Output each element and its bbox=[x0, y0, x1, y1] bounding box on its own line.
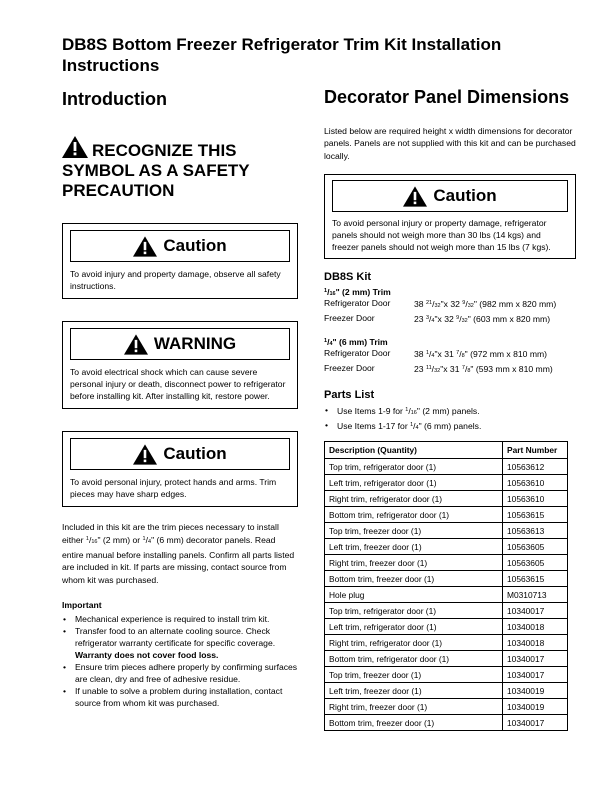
caution-box-weight bbox=[324, 174, 576, 259]
list-item: • Use Items 1-17 for $^1$/4" (6 mm) panels. bbox=[333, 419, 576, 434]
part-number: 10340017 bbox=[503, 715, 568, 731]
list-item bbox=[71, 625, 298, 661]
part-description: Right trim, freezer door (1) bbox=[325, 555, 503, 571]
part-description: Top trim, refrigerator door (1) bbox=[325, 459, 503, 475]
caution-text: To avoid personal injury, protect hands and arms. Trim pieces may have sharp edges. bbox=[70, 477, 277, 499]
fraction-numerator: 1 bbox=[324, 338, 328, 345]
list-item: • Use Items 1-9 for $^1$/16" (2 mm) panels. bbox=[333, 404, 576, 419]
part-description: Left trim, freezer door (1) bbox=[325, 539, 503, 555]
fraction-numerator: 1 bbox=[324, 288, 328, 295]
para-text: " (6 mm) decorator panels. Read entire manual before installing panels. Confirm all parts listed are included in kit. If parts are missing, contact source from whom kit was purchased. bbox=[62, 535, 295, 585]
part-description: Top trim, freezer door (1) bbox=[325, 667, 503, 683]
table-row bbox=[325, 651, 568, 667]
caution-header bbox=[70, 230, 290, 262]
fraction-denominator: 4 bbox=[148, 539, 152, 546]
part-number: 10563610 bbox=[503, 475, 568, 491]
table-row bbox=[325, 667, 568, 683]
door-label: Refrigerator Door bbox=[324, 348, 391, 359]
caution-header bbox=[70, 438, 290, 470]
fraction-denominator: 16 bbox=[329, 291, 336, 298]
trim-6mm-heading: $^1$/4" (6 mm) Trim bbox=[324, 337, 388, 348]
door-label: Freezer Door bbox=[324, 312, 375, 323]
part-description: Bottom trim, freezer door (1) bbox=[325, 571, 503, 587]
table-row bbox=[325, 459, 568, 475]
kit-description-paragraph: Included in this kit are the trim pieces necessary to install either $^1$/16" (2 mm) or $^1$/4" (6 mm) decorator panels. Read entire manual before installing panels. Confirm all parts listed are included in kit. If parts are missing, contact source from whom kit was purchased. bbox=[62, 522, 295, 585]
trim-label: " (6 mm) Trim bbox=[332, 337, 388, 348]
left-column bbox=[62, 88, 298, 709]
right-column bbox=[324, 86, 576, 731]
part-number: M0310713 bbox=[503, 587, 568, 603]
warning-triangle-icon bbox=[133, 236, 157, 257]
caution-box-sharp-edges bbox=[62, 431, 298, 507]
part-number: 10563612 bbox=[503, 459, 568, 475]
part-number: 10563613 bbox=[503, 523, 568, 539]
table-row bbox=[325, 475, 568, 491]
dimension-row bbox=[324, 348, 576, 363]
dimension-value: 38 $^{21}$/32"x 32 $^9$/32" (982 mm x 820 mm) bbox=[414, 299, 557, 310]
table-row bbox=[325, 539, 568, 555]
dimension-value: 23 $^{11}$/32"x 31 $^7$/8" (593 mm x 810 mm) bbox=[414, 363, 553, 374]
table-header-row bbox=[325, 442, 568, 459]
trim-label: " (2 mm) Trim bbox=[335, 287, 391, 298]
warning-triangle-icon bbox=[62, 136, 88, 158]
list-item: • Mechanical experience is required to install trim kit. bbox=[71, 613, 298, 625]
important-list bbox=[62, 613, 298, 709]
part-number: 10563605 bbox=[503, 555, 568, 571]
part-number: 10340017 bbox=[503, 603, 568, 619]
document-title: DB8S Bottom Freezer Refrigerator Trim Kit Installation Instructions bbox=[62, 35, 502, 75]
panel-dimensions-heading: Decorator Panel Dimensions bbox=[324, 87, 570, 107]
table-row bbox=[325, 571, 568, 587]
table-row bbox=[325, 523, 568, 539]
part-number: 10340018 bbox=[503, 619, 568, 635]
column-header-description: Description (Quantity) bbox=[325, 442, 503, 459]
part-number: 10340019 bbox=[503, 699, 568, 715]
warning-label: WARNING bbox=[153, 334, 237, 353]
part-number: 10340019 bbox=[503, 683, 568, 699]
list-item-bold-text: Warranty does not cover food loss. bbox=[75, 650, 219, 661]
table-row bbox=[325, 635, 568, 651]
part-description: Left trim, refrigerator door (1) bbox=[325, 475, 503, 491]
part-number: 10563610 bbox=[503, 491, 568, 507]
para-text: Included in this kit are the trim pieces necessary to install either bbox=[62, 522, 279, 546]
dimension-row bbox=[324, 298, 576, 313]
part-description: Bottom trim, freezer door (1) bbox=[325, 715, 503, 731]
caution-box-injury bbox=[62, 223, 298, 299]
door-label: Freezer Door bbox=[324, 362, 375, 373]
warning-triangle-icon bbox=[403, 186, 427, 207]
table-row bbox=[325, 587, 568, 603]
fraction-denominator: 16 bbox=[91, 539, 98, 546]
part-description: Bottom trim, refrigerator door (1) bbox=[325, 651, 503, 667]
part-description: Left trim, refrigerator door (1) bbox=[325, 619, 503, 635]
caution-header bbox=[332, 180, 568, 212]
part-description: Top trim, freezer door (1) bbox=[325, 523, 503, 539]
part-number: 10563615 bbox=[503, 507, 568, 523]
caution-text: To avoid personal injury or property damage, refrigerator panels should not weigh more than 30 lbs (14 kgs) and freezer panels should not weigh more than 15 lbs (7 kgs). bbox=[332, 218, 551, 253]
important-heading: Important bbox=[62, 600, 102, 611]
parts-list-heading: Parts List bbox=[324, 389, 375, 402]
panel-dimensions-intro: Listed below are required height x width dimensions for decorator panels. Panels are not supplied with this kit and can be purchased locally. bbox=[324, 126, 576, 161]
warning-text: To avoid electrical shock which can cause severe personal injury or death, disconnect power to refrigerator before installing kit. After installing kit, restore power. bbox=[70, 367, 286, 401]
para-text: " (2 mm) or bbox=[97, 535, 143, 546]
dimension-value: 23 $^3$/4"x 32 $^9$/32" (603 mm x 820 mm) bbox=[414, 313, 551, 324]
parts-table bbox=[324, 441, 568, 731]
table-row bbox=[325, 555, 568, 571]
warning-triangle-icon bbox=[133, 444, 157, 465]
table-row bbox=[325, 683, 568, 699]
list-item-text: Transfer food to an alternate cooling source. Check refrigerator warranty certificate for specific coverage. bbox=[75, 626, 276, 649]
dimension-row bbox=[324, 363, 576, 378]
part-number: 10340017 bbox=[503, 651, 568, 667]
fraction-denominator: 4 bbox=[329, 341, 333, 348]
caution-label: Caution bbox=[163, 236, 227, 255]
part-description: Right trim, refrigerator door (1) bbox=[325, 491, 503, 507]
part-description: Left trim, freezer door (1) bbox=[325, 683, 503, 699]
part-description: Right trim, freezer door (1) bbox=[325, 699, 503, 715]
part-description: Right trim, refrigerator door (1) bbox=[325, 635, 503, 651]
parts-usage-list bbox=[324, 404, 576, 434]
part-number: 10340018 bbox=[503, 635, 568, 651]
table-row bbox=[325, 603, 568, 619]
part-description: Top trim, refrigerator door (1) bbox=[325, 603, 503, 619]
part-number: 10563615 bbox=[503, 571, 568, 587]
table-row bbox=[325, 507, 568, 523]
safety-symbol-heading bbox=[62, 136, 298, 201]
dimension-row bbox=[324, 313, 576, 328]
list-item: • If unable to solve a problem during installation, contact source from whom kit was purchased. bbox=[71, 685, 298, 709]
kit-heading: DB8S Kit bbox=[324, 271, 372, 284]
table-row bbox=[325, 491, 568, 507]
trim-2mm-heading: $^1$/16" (2 mm) Trim bbox=[324, 287, 391, 298]
list-item: • Ensure trim pieces adhere properly by confirming surfaces are clean, dry and free of adhesive residue. bbox=[71, 661, 298, 685]
caution-label: Caution bbox=[433, 186, 497, 206]
part-description: Hole plug bbox=[325, 587, 503, 603]
warning-triangle-icon bbox=[124, 334, 148, 355]
column-header-part-number: Part Number bbox=[503, 442, 568, 459]
warning-box-electrical bbox=[62, 321, 298, 409]
table-row bbox=[325, 715, 568, 731]
part-number: 10563605 bbox=[503, 539, 568, 555]
part-description: Bottom trim, refrigerator door (1) bbox=[325, 507, 503, 523]
part-number: 10340017 bbox=[503, 667, 568, 683]
dimension-value: 38 $^1$/4"x 31 $^7$/8" (972 mm x 810 mm) bbox=[414, 349, 547, 360]
warning-header bbox=[70, 328, 290, 360]
fraction-numerator: 1 bbox=[142, 536, 146, 543]
table-row bbox=[325, 699, 568, 715]
caution-label: Caution bbox=[163, 444, 227, 463]
table-row bbox=[325, 619, 568, 635]
introduction-heading: Introduction bbox=[62, 89, 167, 109]
safety-symbol-text: RECOGNIZE THIS SYMBOL AS A SAFETY PRECAUTION bbox=[62, 141, 250, 200]
fraction-numerator: 1 bbox=[85, 536, 89, 543]
door-label: Refrigerator Door bbox=[324, 298, 391, 309]
caution-text: To avoid injury and property damage, observe all safety instructions. bbox=[70, 269, 281, 291]
